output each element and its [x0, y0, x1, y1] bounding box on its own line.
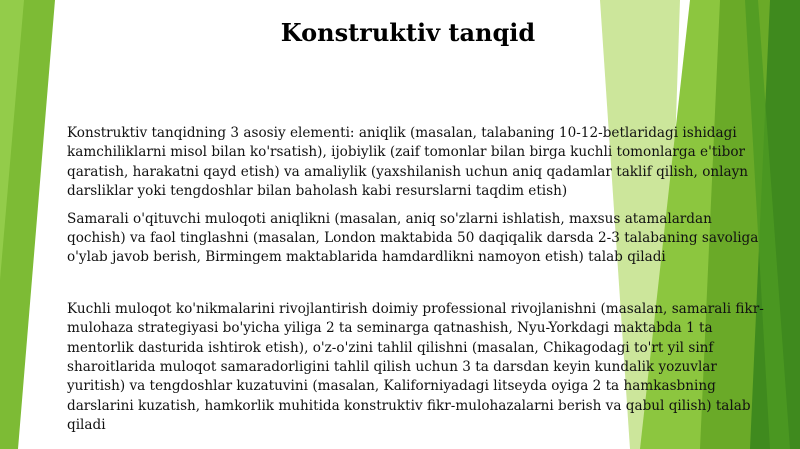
- body-paragraph-3: Kuchli muloqot ko'nikmalarini rivojlantirish doimiy professional rivojlanishni (masalan, samarali fikr-mulohaza strategiyasi bo'yicha yiliga 2 ta seminarga qatnashish, Nyu-Yorkdagi maktabda 1 ta mentorlik dasturida ishtirok etish), o'z-o'zini tahlil qilishni (masalan, Chikagodagi to'rt yil sinf sharoitlarida muloqot samaradorligini tahlil qilish uchun 3 ta darsdan keyin kundalik yozuvlar yuritish) va tengdoshlar kuzatuvini (masalan, Kaliforniyadagi litseyda oyiga 2 ta hamkasbning darslarini kuzatish, hamkorlik muhitida konstruktiv fikr-mulohazalarni berish va qabul qilish) talab qiladi: [67, 300, 764, 434]
- body-paragraph-2: Samarali o'qituvchi muloqoti aniqlikni (masalan, aniq so'zlarni ishlatish, maxsus atamalardan qochish) va faol tinglashni (masalan, London maktabida 50 daqiqalik darsda 2-3 talabaning savoliga o'ylab javob berish, Birmingem maktablarida hamdardlikni namoyon etish) talab qiladi: [67, 210, 759, 266]
- slide-body: [67, 124, 772, 436]
- slide-title: Konstruktiv tanqid: [280, 18, 536, 47]
- body-paragraph-1: Konstruktiv tanqidning 3 asosiy elementi: aniqlik (masalan, talabaning 10-12-betlaridagi ishidagi kamchiliklarni misol bilan ko'rsatish), ijobiylik (zaif tomonlar bilan birga kuchli tomonlarga e'tibor qaratish, harakatni qayd etish) va amaliylik (yaxshilanish uchun aniq qadamlar taklif qilish, onlayn darsliklar yoki tengdoshlar bilan baholash kabi resurslarni taqdim etish): [67, 125, 749, 200]
